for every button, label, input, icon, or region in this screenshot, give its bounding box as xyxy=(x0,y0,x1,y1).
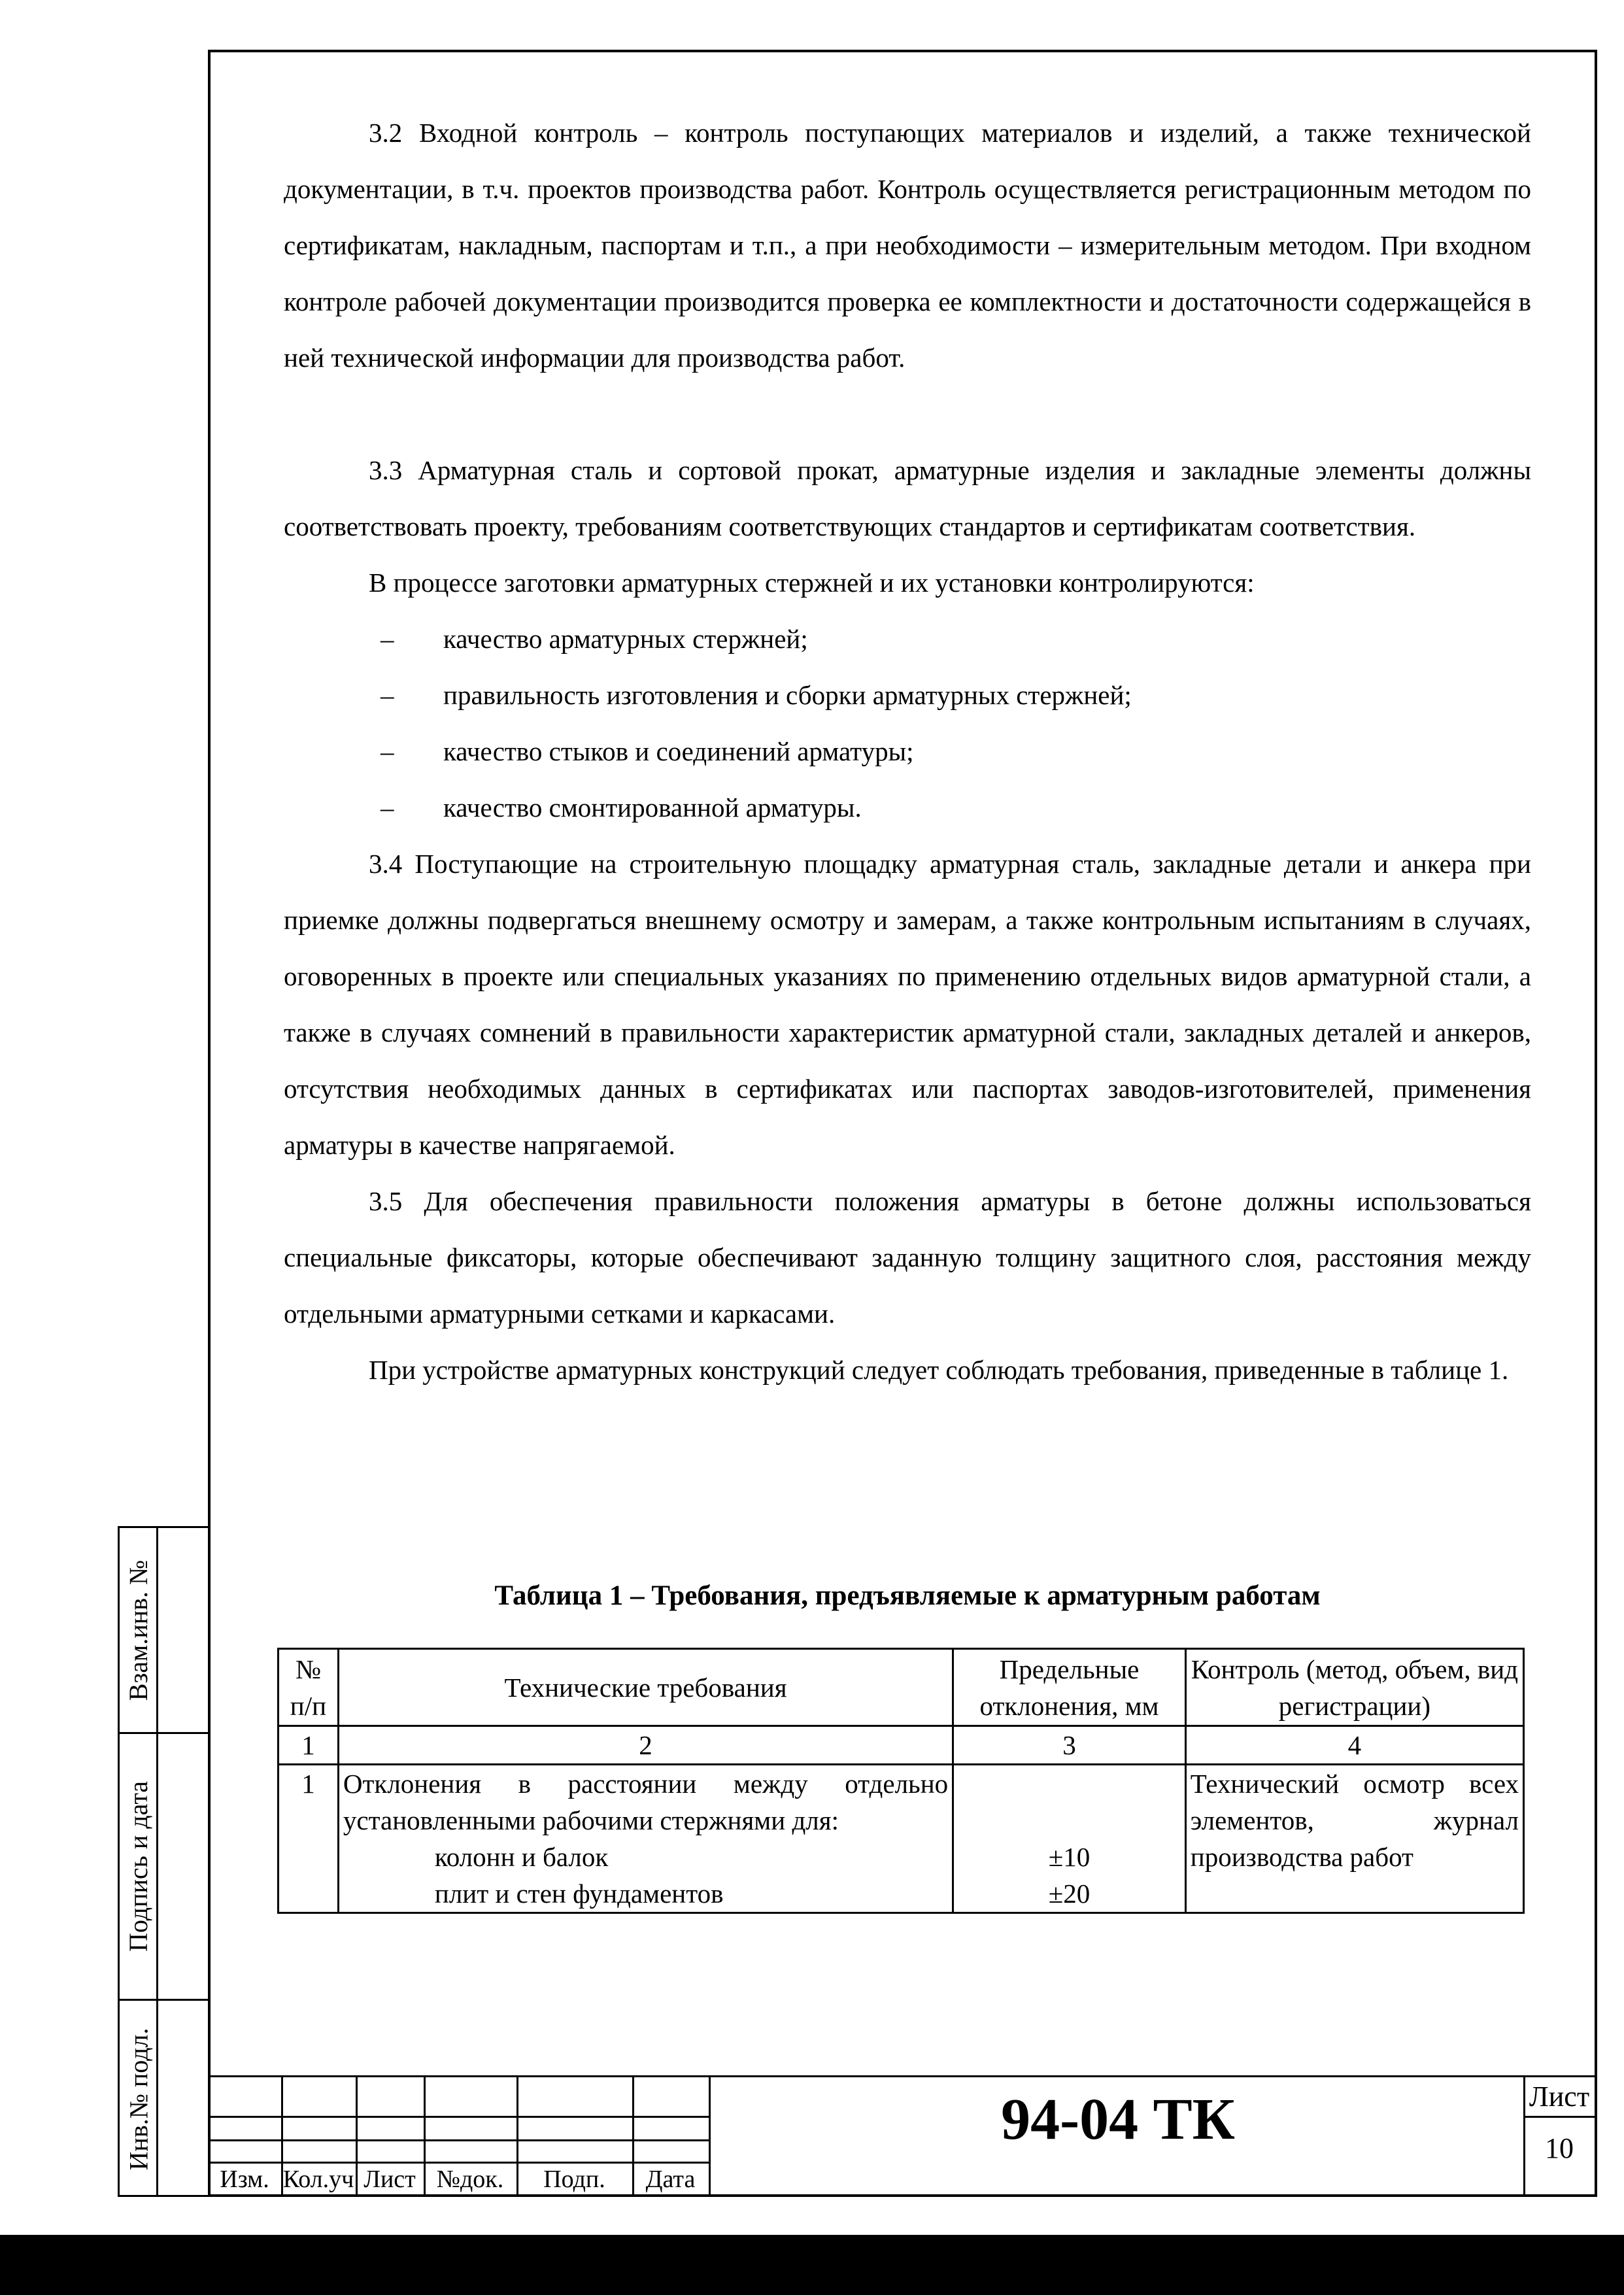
sheet-number: 10 xyxy=(1545,2132,1574,2164)
list-item: – качество стыков и соединений арматуры; xyxy=(381,736,914,766)
tb-kol: Кол.уч xyxy=(282,2166,354,2193)
row-requirement: Отклонения в расстоянии между отдельно установленными рабочими стержнями для: колонн и балок плит и стен фундаментов xyxy=(338,1765,953,1913)
table-column-numbers: 1 2 3 4 xyxy=(279,1726,1524,1765)
tb-data: Дата xyxy=(645,2166,696,2193)
paragraph-3-2: 3.2 Входной контроль – контроль поступающих материалов и изделий, а также технической документации, в т.ч. проектов производства работ. Контроль осуществляется регистрационным методом по сертификатам, накладным, паспортам и т.п., а при необходимости – измерительным методом. При входном контроле рабочей документации производится проверка ее комплектности и достаточности содержащейся в ней технической информации для производства работ. xyxy=(284,118,1531,373)
stamp-vzam: Взам.инв. № xyxy=(124,1559,154,1701)
table-row xyxy=(279,1765,1524,1913)
tb-list: Лист xyxy=(364,2166,416,2193)
header-deviation: Предельные отклонения, мм xyxy=(953,1649,1186,1726)
paragraph-table-ref: При устройстве арматурных конструкций следует соблюдать требования, приведенные в таблице 1. xyxy=(369,1355,1509,1385)
side-stamp xyxy=(118,1526,208,2197)
requirements-table xyxy=(277,1648,1525,1914)
paragraph-3-5: 3.5 Для обеспечения правильности положения арматуры в бетоне должны использоваться специальные фиксаторы, которые обеспечивают заданную толщину защитного слоя, расстояния между отдельными арматурными сетками и каркасами. xyxy=(284,1186,1531,1329)
row-num: 1 xyxy=(279,1765,339,1913)
sheet-label: Лист xyxy=(1529,2081,1590,2113)
header-requirements: Технические требования xyxy=(338,1649,953,1726)
document-code: 94-04 ТК xyxy=(1001,2087,1235,2152)
text-block-3-3 xyxy=(284,442,1531,1398)
list-item: – качество смонтированной арматуры. xyxy=(381,792,862,823)
text-block-3-2 xyxy=(284,105,1531,386)
paragraph-3-4: 3.4 Поступающие на строительную площадку арматурная сталь, закладные детали и анкера при приемке должны подвергаться внешнему осмотру и замерам, а также контрольным испытаниям в случаях, оговоренных в проекте или специальных указаниях по применению отдельных видов арматурной стали, а также в случаях сомнений в правильности характеристик арматурной стали, закладных деталей и анкеров, отсутствия необходимых данных в сертификатах или паспортах заводов-изготовителей, применения арматуры в качестве напрягаемой. xyxy=(284,849,1531,1160)
list-item: – качество арматурных стержней; xyxy=(381,624,808,654)
header-num: № п/п xyxy=(279,1649,339,1726)
stamp-inv: Инв.№ подл. xyxy=(124,2028,154,2170)
scan-border xyxy=(0,2235,1624,2295)
list-item: – правильность изготовления и сборки арматурных стержней; xyxy=(381,680,1132,710)
table-header-row xyxy=(279,1649,1524,1726)
tb-podp: Подп. xyxy=(543,2166,605,2193)
tb-ndok: №док. xyxy=(436,2166,504,2193)
tb-izm: Изм. xyxy=(220,2166,269,2193)
header-control: Контроль (метод, объем, вид регистрации) xyxy=(1185,1649,1523,1726)
title-block xyxy=(208,2075,1597,2197)
row-control: Технический осмотр всех элементов, журнал производства работ xyxy=(1185,1765,1523,1913)
paragraph-3-3: 3.3 Арматурная сталь и сортовой прокат, арматурные изделия и закладные элементы должны соответствовать проекту, требованиям соответствующих стандартов и сертификатам соответствия. xyxy=(284,455,1531,541)
row-deviation: ±10 ±20 xyxy=(953,1765,1186,1913)
table-title: Таблица 1 – Требования, предъявляемые к арматурным работам xyxy=(494,1580,1321,1611)
paragraph-3-3-intro: В процессе заготовки арматурных стержней и их установки контролируются: xyxy=(369,568,1255,598)
stamp-podpis: Подпись и дата xyxy=(124,1780,154,1952)
